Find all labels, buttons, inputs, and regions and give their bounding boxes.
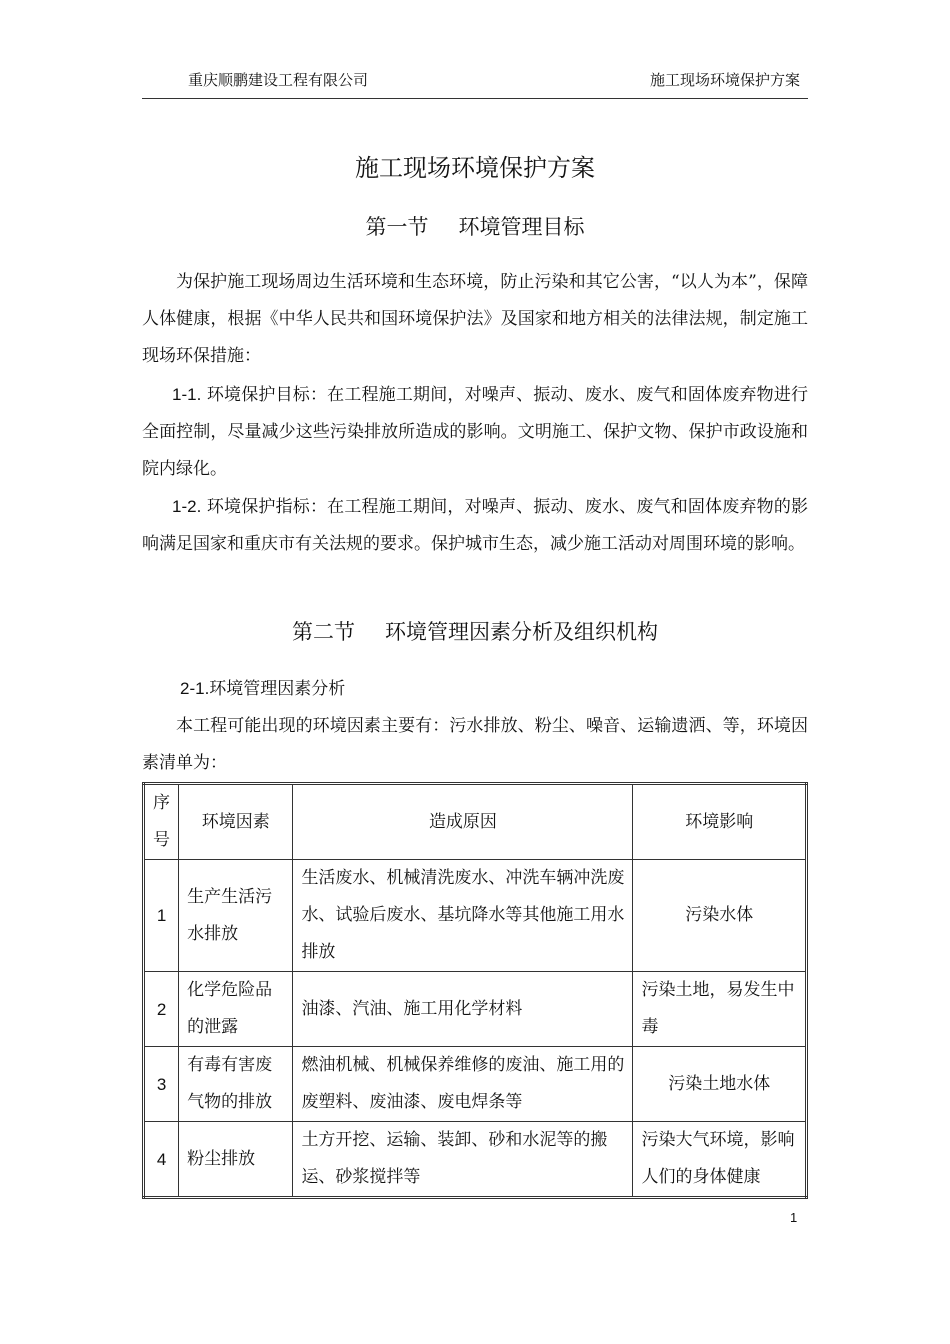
page-number: 1: [790, 1210, 798, 1225]
section-1-number: 第一节: [365, 215, 429, 239]
header-cell-factor: 环境因素: [179, 784, 293, 860]
section-2-number: 第二节: [292, 620, 355, 644]
table-header-row: [144, 784, 807, 860]
table-row: [144, 1122, 807, 1198]
cell-impact: 污染大气环境，影响人们的身体健康: [633, 1122, 807, 1198]
cell-factor: 化学危险品的泄露: [179, 972, 293, 1047]
subsection-2-1: [180, 674, 345, 699]
item-1-2: [142, 488, 808, 563]
cell-impact: 污染水体: [633, 860, 807, 972]
cell-no: 3: [144, 1047, 179, 1122]
cell-no: 1: [144, 860, 179, 972]
cell-cause: 生活废水、机械清洗废水、冲洗车辆冲洗废水、试验后废水、基坑降水等其他施工用水排放: [293, 860, 633, 972]
cell-factor: 粉尘排放: [179, 1122, 293, 1198]
section-1-heading: 环境管理目标: [458, 215, 585, 239]
section-2-heading: 环境管理因素分析及组织机构: [385, 620, 658, 644]
cell-no: 2: [144, 972, 179, 1047]
table-row: [144, 1047, 807, 1122]
item-1-2-number: 1-2.: [172, 497, 202, 516]
item-1-1-text: 环境保护目标：在工程施工期间，对噪声、振动、废水、废气和固体废弃物进行全面控制，尽量减少这些污染排放所造成的影响。文明施工、保护文物、保护市政设施和院内绿化。: [142, 385, 808, 479]
page-header: [142, 66, 808, 99]
cell-cause: 燃油机械、机械保养维修的废油、施工用的废塑料、废油漆、废电焊条等: [293, 1047, 633, 1122]
item-1-1-number: 1-1.: [172, 385, 202, 404]
subsection-2-1-text: 环境管理因素分析: [209, 679, 346, 699]
cell-impact: 污染土地水体: [633, 1047, 807, 1122]
table-row: [144, 972, 807, 1047]
section-2-title: [0, 616, 950, 646]
header-cell-no: 序号: [144, 784, 179, 860]
section-2-intro: 本工程可能出现的环境因素主要有：污水排放、粉尘、噪音、运输遗洒、等，环境因素清单为：: [142, 716, 808, 773]
document-title: 施工现场环境保护方案: [355, 154, 595, 182]
subsection-2-1-number: 2-1.: [180, 679, 210, 698]
header-cell-cause: 造成原因: [293, 784, 633, 860]
header-company: 重庆顺鹏建设工程有限公司: [188, 71, 369, 89]
cell-cause: 油漆、汽油、施工用化学材料: [293, 972, 633, 1047]
item-1-1: [142, 376, 808, 488]
cell-impact: 污染土地，易发生中毒: [633, 972, 807, 1047]
cell-factor: 生产生活污水排放: [179, 860, 293, 972]
section-1-intro: 为保护施工现场周边生活环境和生态环境，防止污染和其它公害，“以人为本”，保障人体健康，根据《中华人民共和国环境保护法》及国家和地方相关的法律法规，制定施工现场环保措施：: [142, 272, 808, 366]
cell-factor: 有毒有害废气物的排放: [179, 1047, 293, 1122]
environment-factor-table: [142, 782, 808, 1199]
cell-no: 4: [144, 1122, 179, 1198]
header-cell-impact: 环境影响: [633, 784, 807, 860]
header-doc-name: 施工现场环境保护方案: [649, 71, 800, 89]
table-row: [144, 860, 807, 972]
section-1-title: [0, 211, 950, 241]
cell-cause: 土方开挖、运输、装卸、砂和水泥等的搬运、砂浆搅拌等: [293, 1122, 633, 1198]
item-1-2-text: 环境保护指标：在工程施工期间，对噪声、振动、废水、废气和固体废弃物的影响满足国家和重庆市有关法规的要求。保护城市生态，减少施工活动对周围环境的影响。: [142, 497, 808, 554]
